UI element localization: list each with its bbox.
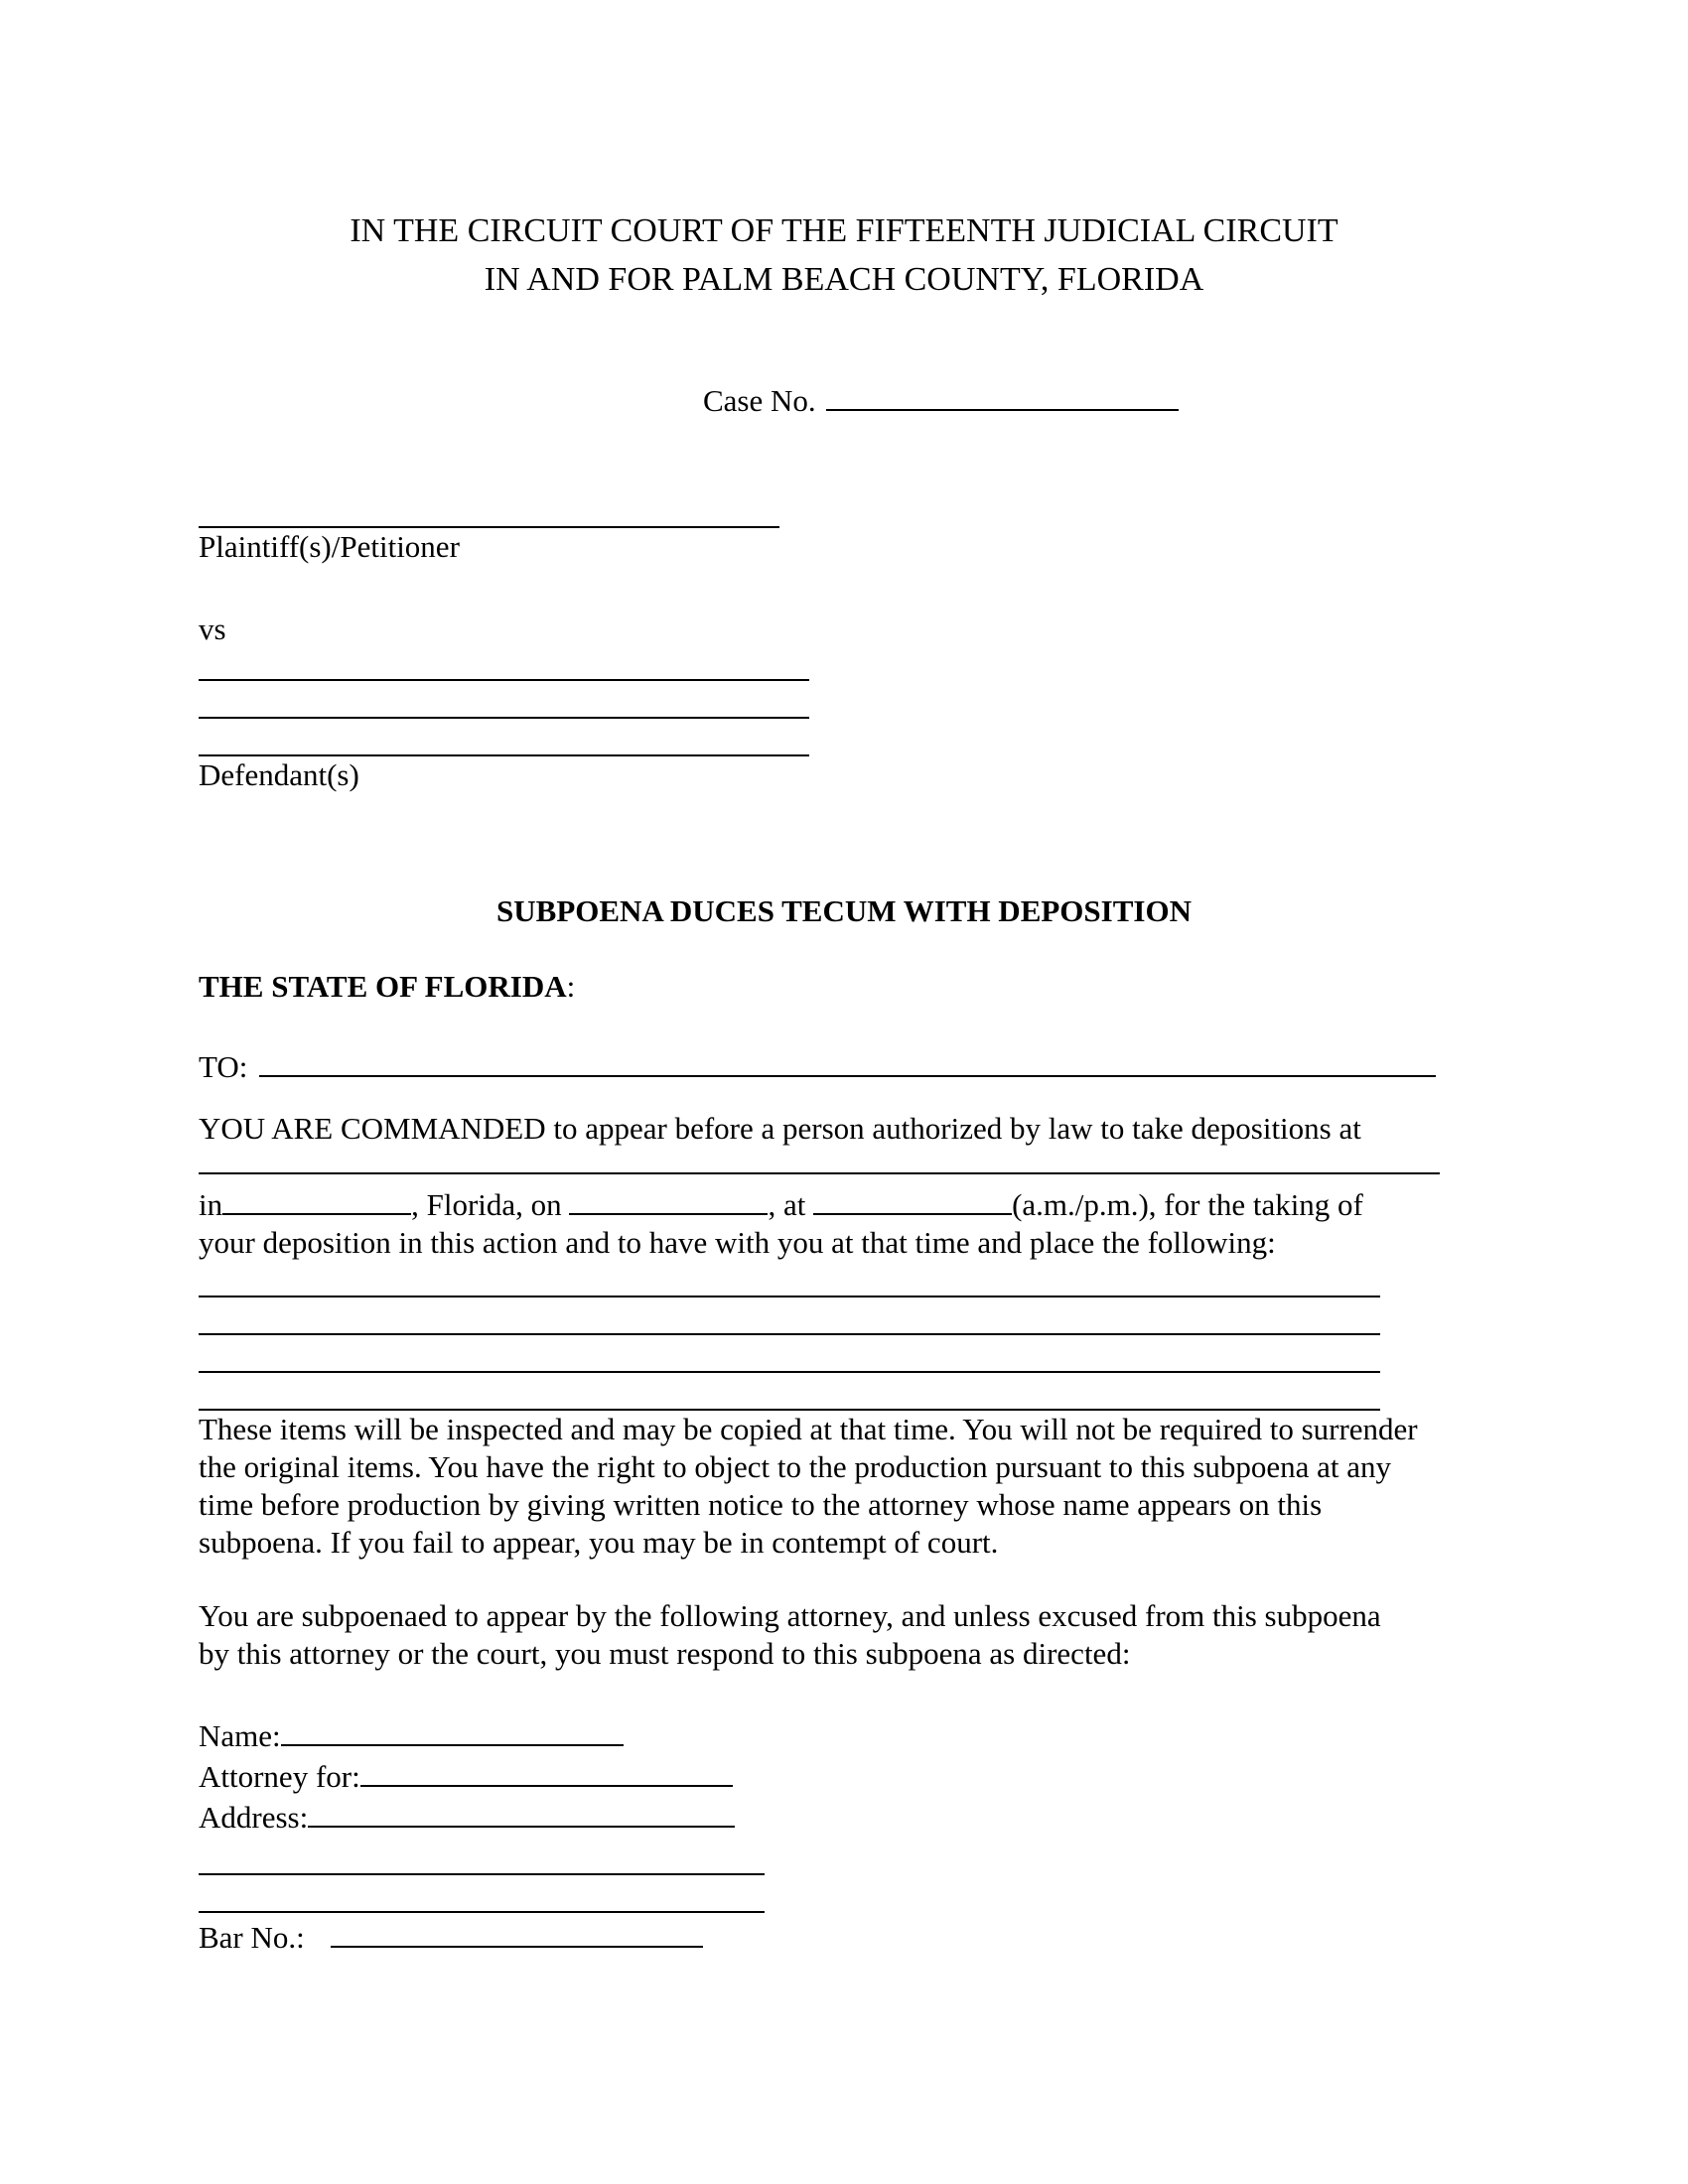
attorney-for-row [199,1755,1450,1796]
state-heading-row [199,968,1450,1006]
items-notice-line-4: subpoena. If you fail to appear, you may be in contempt of court. [199,1525,999,1560]
bar-number-label: Bar No.: [199,1920,305,1955]
defendant-name-line-1[interactable] [199,679,809,681]
attorney-for-field[interactable] [360,1755,733,1787]
command-paragraph-line1 [199,1110,1450,1148]
defendant-name-line-2[interactable] [199,717,809,719]
defendant-label: Defendant(s) [199,757,359,792]
address-field[interactable] [308,1796,735,1828]
items-notice-line-2: the original items. You have the right to object to the production pursuant to this subpoena at any [199,1449,1392,1484]
items-notice-line-1: These items will be inspected and may be copied at that time. You will not be required to surrender [199,1412,1418,1446]
items-list-line-3[interactable] [199,1371,1380,1373]
bar-number-row [199,1916,1450,1957]
court-header [199,206,1489,304]
attorney-for-label: Attorney for: [199,1759,360,1794]
vs-label: vs [199,612,226,646]
court-header-line1: IN THE CIRCUIT COURT OF THE FIFTEENTH JUDICIAL CIRCUIT [350,212,1338,249]
to-label: TO: [199,1049,248,1084]
date-field[interactable] [569,1183,768,1215]
address-label: Address: [199,1800,309,1835]
in-word: in [199,1187,223,1222]
command-paragraph-line3: your deposition in this action and to have with you at that time and place the following: [199,1225,1276,1260]
command-paragraph-line2 [199,1183,1450,1224]
court-header-line2: IN AND FOR PALM BEACH COUNTY, FLORIDA [484,261,1204,298]
plaintiff-label: Plaintiff(s)/Petitioner [199,529,460,564]
bar-number-field[interactable] [331,1916,703,1948]
items-list-line-2[interactable] [199,1333,1380,1335]
attorney-notice-line-1: You are subpoenaed to appear by the following attorney, and unless excused from this subpoena [199,1598,1381,1633]
address-line-3[interactable] [199,1911,765,1913]
ampm-text: (a.m./p.m.), for the taking of [1012,1187,1363,1222]
address-line-2[interactable] [199,1873,765,1875]
document-title: SUBPOENA DUCES TECUM WITH DEPOSITION [496,893,1192,928]
attorney-info-block [199,1714,1450,1957]
at-text: , at [768,1187,814,1222]
name-row [199,1714,1450,1755]
items-notice-line-3: time before production by giving written notice to the attorney whose name appears on this [199,1487,1323,1522]
city-field[interactable] [222,1183,411,1215]
command-line1-rest: to appear before a person authorized by law to take depositions at [545,1111,1361,1146]
case-number-field[interactable] [826,379,1179,411]
time-field[interactable] [813,1183,1012,1215]
name-label: Name: [199,1718,281,1753]
case-number-label: Case No. [703,383,816,418]
deposition-location-field[interactable] [199,1172,1440,1174]
state-heading-colon: : [566,969,576,1004]
command-lead: YOU ARE COMMANDED [199,1111,546,1146]
case-number-row [199,379,1450,420]
name-field[interactable] [281,1714,624,1746]
state-heading: THE STATE OF FLORIDA [199,969,567,1004]
florida-on-text: , Florida, on [411,1187,570,1222]
to-row [199,1045,1450,1086]
to-field[interactable] [259,1045,1436,1077]
attorney-notice-line-2: by this attorney or the court, you must respond to this subpoena as directed: [199,1636,1131,1671]
attorney-notice-paragraph [199,1597,1450,1673]
items-list-line-1[interactable] [199,1296,1380,1297]
items-notice-paragraph [199,1411,1450,1562]
address-row [199,1796,1450,1837]
